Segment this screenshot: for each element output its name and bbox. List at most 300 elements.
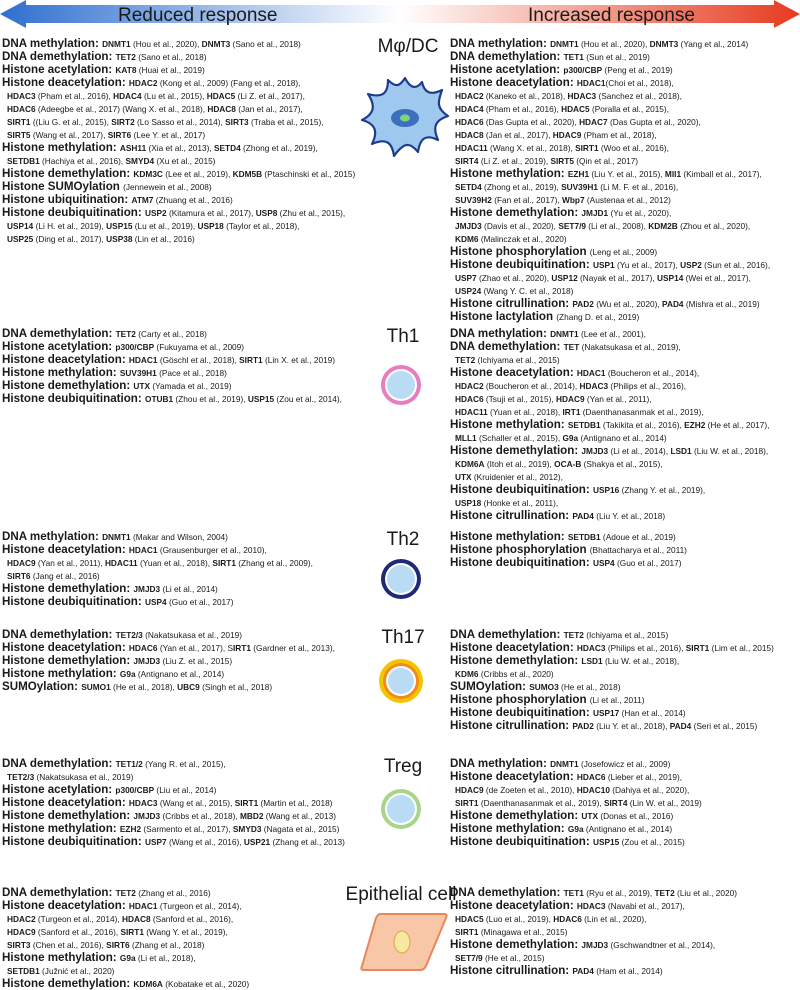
enzyme-name: SETDB1 <box>7 156 40 166</box>
modifier-line <box>450 496 800 509</box>
treg-cell-icon <box>378 786 424 832</box>
citation: (Minagawa et al., 2015) <box>478 927 568 937</box>
mechanism-label: Histone methylation: <box>450 167 568 180</box>
mechanism-label: Histone demethylation: <box>450 654 582 667</box>
enzyme-name: IRT1 <box>562 407 581 417</box>
modifier-line <box>450 232 800 245</box>
citation: (Singh et al., 2018) <box>199 682 273 692</box>
citation: (Li Z. et al., 2019), <box>478 156 551 166</box>
citation: (Zhang Y. et al., 2019), <box>619 485 706 495</box>
citation: (Zhang et al., 2009), <box>235 558 313 568</box>
citation: (Fukuyama et al., 2009) <box>154 342 245 352</box>
citation: (Boucheron et al., 2014), <box>605 368 700 378</box>
enzyme-name: USP15 <box>247 394 275 404</box>
enzyme-name: HDAC5 <box>561 104 590 114</box>
modifier-line <box>2 680 362 693</box>
citation: (Itoh et al., 2019), <box>484 459 555 469</box>
citation: (Wang et al., 2015), <box>157 798 235 808</box>
citation: (Bhattacharya et al., 2011) <box>589 545 687 555</box>
citation: (Antignano et al., 2014) <box>135 669 225 679</box>
citation: (Jennewein et al., 2008) <box>123 182 212 192</box>
mechanism-label: SUMOylation: <box>450 680 530 693</box>
th2-reduced-list <box>2 530 362 608</box>
citation: (Hachiya et al., 2016), <box>39 156 126 166</box>
modifier-line <box>2 809 362 822</box>
enzyme-name: USP16 <box>592 485 620 495</box>
mechanism-label: Histone lactylation <box>450 310 557 323</box>
enzyme-name: HDAC6 <box>455 117 484 127</box>
enzyme-name: HDAC1 <box>576 368 606 378</box>
modifier-line <box>450 271 800 284</box>
enzyme-name: USP17 <box>592 708 620 718</box>
mechanism-label: Histone demethylation: <box>2 654 134 667</box>
citation: (Sarmento et al., 2017), <box>141 824 233 834</box>
modifier-line <box>450 796 800 809</box>
citation: (Antignano et al., 2014) <box>578 433 667 443</box>
enzyme-name: UTX <box>455 472 472 482</box>
citation: (Navabi et al., 2017), <box>605 901 685 911</box>
mdc-reduced-list <box>2 37 362 245</box>
enzyme-name: SIRT2 <box>111 117 135 127</box>
enzyme-name: JMJD3 <box>133 656 161 666</box>
mechanism-label: Histone deacetylation: <box>450 770 577 783</box>
citation: (Zhang D. et al., 2019) <box>556 312 640 322</box>
modifier-line <box>450 667 800 680</box>
enzyme-name: HDAC11 <box>455 407 488 417</box>
enzyme-name: USP21 <box>243 837 271 847</box>
citation: (Wang et al., 2016), <box>166 837 244 847</box>
modifier-line <box>450 470 800 483</box>
citation: (Philips et al., 2016), <box>605 643 686 653</box>
enzyme-name: p300/CBP <box>115 785 155 795</box>
enzyme-name: HDAC9 <box>556 394 585 404</box>
mechanism-label: Histone deubiquitination: <box>2 206 145 219</box>
th1-reduced-list <box>2 327 362 405</box>
modifier-line <box>2 757 362 770</box>
enzyme-name: HDAC2 <box>455 381 484 391</box>
citation: (Malinczak et al., 2020) <box>478 234 567 244</box>
enzyme-name: G9a <box>562 433 579 443</box>
citation: (Wu et al., 2020), <box>593 299 663 309</box>
modifier-line <box>450 457 800 470</box>
modifier-line <box>450 353 800 366</box>
mdc-increased-list <box>450 37 800 323</box>
citation: (Lin W. et al., 2019) <box>627 798 702 808</box>
enzyme-name: HDAC8 <box>122 914 151 924</box>
enzyme-name: HDAC9 <box>455 785 484 795</box>
enzyme-name: KDM6 <box>455 234 479 244</box>
enzyme-name: SETDB1 <box>7 966 40 976</box>
enzyme-name: SIRT1 <box>575 143 599 153</box>
enzyme-name: HDAC3 <box>128 798 158 808</box>
modifier-line <box>2 641 362 654</box>
modifier-line <box>2 102 362 115</box>
modifier-line <box>450 964 800 977</box>
increased-response-label: Increased response <box>528 5 695 26</box>
modifier-line <box>2 154 362 167</box>
mechanism-label: Histone acetylation: <box>2 63 116 76</box>
enzyme-name: USP18 <box>197 221 224 231</box>
modifier-line <box>450 180 800 193</box>
citation: (Yang R. et al., 2015), <box>142 759 226 769</box>
enzyme-name: PAD4 <box>572 511 594 521</box>
enzyme-name: IRT1 <box>233 643 251 653</box>
modifier-line <box>450 483 800 496</box>
modifier-line <box>2 569 362 582</box>
mechanism-label: Histone demethylation: <box>2 379 134 392</box>
citation: (Lieber et al., 2019), <box>605 772 683 782</box>
enzyme-name: UBC9 <box>177 682 200 692</box>
th2-increased-list <box>450 530 800 569</box>
epithelial-cell-icon <box>358 908 450 974</box>
th17-increased-list <box>450 628 800 732</box>
citation: (Pham et al., 2016), <box>483 104 562 114</box>
citation: (Liu W. et al., 2018), <box>691 446 769 456</box>
citation: (Sanford et al., 2016), <box>35 927 121 937</box>
enzyme-name: Mll1 <box>664 169 682 179</box>
mechanism-label: Histone methylation: <box>2 951 120 964</box>
enzyme-name: LSD1 <box>670 446 692 456</box>
enzyme-name: HDAC6 <box>455 394 484 404</box>
enzyme-name: USP15 <box>592 837 620 847</box>
modifier-line <box>2 783 362 796</box>
modifier-line <box>2 115 362 128</box>
modifier-line <box>2 977 362 990</box>
mechanism-label: Histone methylation: <box>2 822 120 835</box>
enzyme-name: EZH2 <box>119 824 142 834</box>
citation: (Schaller et al., 2015), <box>476 433 563 443</box>
citation: (Lee et al., 2019), <box>162 169 233 179</box>
mechanism-label: DNA demethylation: <box>450 886 564 899</box>
reduced-response-label: Reduced response <box>118 5 278 26</box>
modifier-line <box>450 444 800 457</box>
modifier-line <box>450 63 800 76</box>
enzyme-name: DNMT3 <box>201 39 231 49</box>
modifier-line <box>450 340 800 353</box>
citation: (Philips et al., 2016), <box>608 381 687 391</box>
treg-increased-list <box>450 757 800 848</box>
mechanism-label: DNA demethylation: <box>450 340 564 353</box>
citation: (Jan et al., 2017), <box>483 130 553 140</box>
modifier-line <box>2 886 362 899</box>
modifier-line <box>2 392 362 405</box>
enzyme-name: TET2 <box>115 329 136 339</box>
enzyme-name: JMJD3 <box>581 940 609 950</box>
citation: (Nayak et al., 2017), <box>577 273 658 283</box>
enzyme-name: PAD2 <box>572 721 594 731</box>
modifier-line <box>450 284 800 297</box>
mechanism-label: DNA demethylation: <box>2 327 116 340</box>
enzyme-name: HDAC5 <box>206 91 236 101</box>
modifier-line <box>2 379 362 392</box>
citation: (Dahiya et al., 2020), <box>609 785 690 795</box>
th1-label: Th1 <box>386 326 420 347</box>
enzyme-name: G9a <box>119 669 136 679</box>
citation: (Jan et al., 2017), <box>235 104 303 114</box>
mechanism-label: Histone demethylation: <box>450 938 582 951</box>
modifier-line <box>450 835 800 848</box>
enzyme-name: USP7 <box>144 837 167 847</box>
enzyme-name: OTUB1 <box>144 394 174 404</box>
modifier-line <box>450 680 800 693</box>
citation: (Zhong et al., 2019), <box>240 143 318 153</box>
enzyme-name: SIRT5 <box>550 156 574 166</box>
enzyme-name: HDAC4 <box>455 104 484 114</box>
citation: (Göschl et al., 2018), <box>157 355 240 365</box>
enzyme-name: TET2 <box>563 630 584 640</box>
mdc-label: Mφ/DC <box>377 36 439 57</box>
modifier-line <box>2 556 362 569</box>
enzyme-name: DNMT1 <box>550 39 579 49</box>
mechanism-label: Histone deacetylation: <box>450 899 577 912</box>
modifier-line <box>450 693 800 706</box>
epithelial-increased-list <box>450 886 800 977</box>
citation: (Yamada et al., 2019) <box>150 381 232 391</box>
enzyme-name: HDAC7 <box>579 117 608 127</box>
response-header <box>0 0 800 30</box>
citation: (Liu Z. et al., 2015) <box>160 656 233 666</box>
enzyme-name: SETD4 <box>213 143 241 153</box>
citation: (Ham et al., 2014) <box>593 966 663 976</box>
citation: (Zou et al., 2014), <box>274 394 342 404</box>
mechanism-label: Histone deacetylation: <box>2 899 129 912</box>
citation: (Liu Y. et al., 2015), <box>589 169 665 179</box>
citation: (Austenaa et al., 2012) <box>584 195 671 205</box>
modifier-line <box>2 180 362 193</box>
modifier-line <box>450 310 800 323</box>
citation: (He et al., 2018) <box>558 682 621 692</box>
modifier-line <box>450 757 800 770</box>
citation: (Zhang et al., 2016) <box>135 888 211 898</box>
citation: (Jang et al., 2016) <box>30 571 100 581</box>
citation: (Wei et al., 2017), <box>683 273 751 283</box>
modifier-line <box>450 154 800 167</box>
citation: (Li H. et al., 2019), <box>33 221 107 231</box>
citation: (Liu Y. et al., 2018) <box>593 511 666 521</box>
citation: (Adeegbe et al., 2017) (Wang X. et al., 2018), <box>35 104 208 114</box>
enzyme-name: G9a <box>119 953 136 963</box>
citation: (He et al., 2015) <box>482 953 545 963</box>
enzyme-name: USP14 <box>7 221 34 231</box>
mechanism-label: Histone methylation: <box>450 418 568 431</box>
enzyme-name: SIRT6 <box>7 571 31 581</box>
modifier-line <box>2 219 362 232</box>
enzyme-name: p300/CBP <box>115 342 155 352</box>
citation: (Wang et al., 2017), <box>30 130 108 140</box>
enzyme-name: USP12 <box>551 273 578 283</box>
mechanism-label: Histone methylation: <box>450 822 568 835</box>
citation: (Carty et al., 2018) <box>135 329 207 339</box>
modifier-line <box>450 115 800 128</box>
mechanism-label: Histone phosphorylation <box>450 245 590 258</box>
mechanism-label: Histone deubiquitination: <box>450 835 593 848</box>
enzyme-name: SIRT3 <box>7 940 31 950</box>
enzyme-name: SET7/9 <box>558 221 586 231</box>
citation: (Turgeon et al., 2014), <box>35 914 122 924</box>
citation: (Wang et al., 2013) <box>263 811 337 821</box>
enzyme-name: MBD2 <box>239 811 264 821</box>
enzyme-name: HDAC8 <box>455 130 484 140</box>
enzyme-name: USP15 <box>106 221 133 231</box>
mechanism-label: Histone SUMOylation <box>2 180 124 193</box>
mechanism-label: Histone demethylation: <box>450 444 582 457</box>
th17-reduced-list <box>2 628 362 693</box>
enzyme-name: JMJD3 <box>455 221 482 231</box>
enzyme-name: USP38 <box>106 234 133 244</box>
enzyme-name: JMJD3 <box>581 446 609 456</box>
modifier-line <box>450 167 800 180</box>
citation: (Sanchez et al., 2018), <box>596 91 682 101</box>
modifier-line <box>2 543 362 556</box>
citation: (Lin X. et al., 2019) <box>262 355 336 365</box>
mechanism-label: DNA methylation: <box>450 37 551 50</box>
citation: (Zou et al., 2015) <box>619 837 685 847</box>
citation: (Lu et al., 2015), <box>141 91 207 101</box>
enzyme-name: ASH11 <box>119 143 147 153</box>
enzyme-name: TET2 <box>115 888 136 898</box>
mechanism-label: Histone demethylation: <box>2 582 134 595</box>
citation: ((Liu G. et al., 2015), <box>30 117 112 127</box>
enzyme-name: JMJD3 <box>133 584 161 594</box>
enzyme-name: KDM6A <box>133 979 163 989</box>
modifier-line <box>450 822 800 835</box>
mechanism-label: Histone deacetylation: <box>2 796 129 809</box>
modifier-line <box>2 232 362 245</box>
enzyme-name: USP25 <box>7 234 34 244</box>
citation: (Zhuang et al., 2016) <box>153 195 233 205</box>
modifier-line <box>2 835 362 848</box>
citation: (Kong et al., 2009) (Fang et al., 2018), <box>157 78 301 88</box>
modifier-line <box>450 886 800 899</box>
citation: (Lee et al., 2001), <box>578 329 646 339</box>
modifier-line <box>2 353 362 366</box>
enzyme-name: SIRT4 <box>603 798 628 808</box>
modifier-line <box>450 925 800 938</box>
citation: (Sun et al., 2019) <box>583 52 650 62</box>
modifier-line <box>450 206 800 219</box>
citation: (Li et al., 2014) <box>160 584 218 594</box>
dendritic-cell-icon <box>350 60 460 170</box>
enzyme-name: KDM6A <box>455 459 485 469</box>
enzyme-name: HDAC3 <box>576 643 606 653</box>
citation: (Nakatsukasa et al., 2019) <box>34 772 134 782</box>
citation: (Li et al., 2008), <box>585 221 649 231</box>
enzyme-name: DNMT1 <box>550 329 579 339</box>
citation: (Pace et al., 2018) <box>156 368 227 378</box>
citation: (Sano et al., 2018) <box>135 52 207 62</box>
enzyme-name: PAD4 <box>662 299 684 309</box>
citation: (Kitamura et al., 2017), <box>166 208 256 218</box>
enzyme-name: SIRT1 <box>7 117 31 127</box>
citation: (Luo et al., 2019), <box>483 914 554 924</box>
enzyme-name: HDAC2 <box>7 914 36 924</box>
modifier-line <box>450 141 800 154</box>
citation: (Gardner et al., 2013), <box>250 643 335 653</box>
enzyme-name: KAT8 <box>115 65 137 75</box>
mechanism-label: Histone demethylation: <box>450 809 582 822</box>
modifier-line <box>2 595 362 608</box>
modifier-line <box>450 193 800 206</box>
mechanism-label: SUMOylation: <box>2 680 82 693</box>
citation: (Zhong et al., 2019), <box>481 182 562 192</box>
enzyme-name: p300/CBP <box>563 65 603 75</box>
mechanism-label: Histone demethylation: <box>2 167 134 180</box>
citation: (Yuan et al., 2018), <box>137 558 213 568</box>
citation: (Qin et al., 2017) <box>573 156 639 166</box>
citation: (Zhou et al., 2019), <box>173 394 248 404</box>
mechanism-label: Histone deacetylation: <box>450 366 577 379</box>
mechanism-label: DNA methylation: <box>2 37 103 50</box>
modifier-line <box>2 76 362 89</box>
modifier-line <box>450 706 800 719</box>
epithelial-label: Epithelial cell <box>345 884 457 905</box>
mechanism-label: Histone citrullination: <box>450 297 573 310</box>
modifier-line <box>450 628 800 641</box>
modifier-line <box>2 964 362 977</box>
citation: (Nagata et al., 2015) <box>261 824 340 834</box>
th2-cell-icon <box>378 556 424 602</box>
mechanism-label: Histone citrullination: <box>450 719 573 732</box>
enzyme-name: SETDB1 <box>567 532 601 542</box>
citation: (Ryu et al., 2019), <box>583 888 655 898</box>
enzyme-name: SIRT1 <box>212 558 236 568</box>
citation: (Kimball et al., 2017), <box>681 169 762 179</box>
modifier-line <box>2 912 362 925</box>
citation: (Cribbs et al., 2018), <box>160 811 240 821</box>
enzyme-name: PAD4 <box>669 721 692 731</box>
mechanism-label: Histone deacetylation: <box>450 641 577 654</box>
enzyme-name: TET <box>563 342 580 352</box>
enzyme-name: HDAC6 <box>553 914 582 924</box>
enzyme-name: HDAC6 <box>7 104 36 114</box>
enzyme-name: SIRT1 <box>455 798 479 808</box>
enzyme-name: HDAC9 <box>7 558 36 568</box>
citation: (Martin et al., 2018) <box>258 798 333 808</box>
modifier-line <box>2 63 362 76</box>
modifier-line <box>450 89 800 102</box>
enzyme-name: KDM6 <box>455 669 479 679</box>
modifier-line <box>2 37 362 50</box>
modifier-line <box>450 50 800 63</box>
citation: (Woo et al., 2016), <box>598 143 669 153</box>
citation: (Das Gupta et al., 2020), <box>483 117 580 127</box>
mechanism-label: Histone acetylation: <box>2 783 116 796</box>
citation: (Boucheron et al., 2014), <box>483 381 580 391</box>
citation: (Yan et al., 2011), <box>584 394 652 404</box>
citation: (Lo Sasso et al., 2014), <box>134 117 226 127</box>
mechanism-label: Histone deubiquitination: <box>2 595 145 608</box>
mechanism-label: Histone demethylation: <box>2 809 134 822</box>
citation: (Mishra et al., 2019) <box>683 299 760 309</box>
modifier-line <box>450 938 800 951</box>
mechanism-label: Histone methylation: <box>2 141 120 154</box>
modifier-line <box>2 667 362 680</box>
enzyme-name: SUMO3 <box>529 682 559 692</box>
citation: (Wang X. et al., 2018), <box>487 143 576 153</box>
modifier-line <box>450 258 800 271</box>
enzyme-name: HDAC3 <box>7 91 36 101</box>
enzyme-name: DNMT1 <box>102 532 131 542</box>
enzyme-name: SETD4 <box>455 182 482 192</box>
modifier-line <box>450 219 800 232</box>
enzyme-name: SIRT4 <box>455 156 479 166</box>
citation: (Turgeon et al., 2014), <box>157 901 242 911</box>
th1-cell-icon <box>378 362 424 408</box>
citation: (Li Z. et al., 2017), <box>235 91 305 101</box>
enzyme-name: TET2 <box>455 355 476 365</box>
enzyme-name: SUV39H1 <box>561 182 598 192</box>
enzyme-name: USP4 <box>592 558 615 568</box>
